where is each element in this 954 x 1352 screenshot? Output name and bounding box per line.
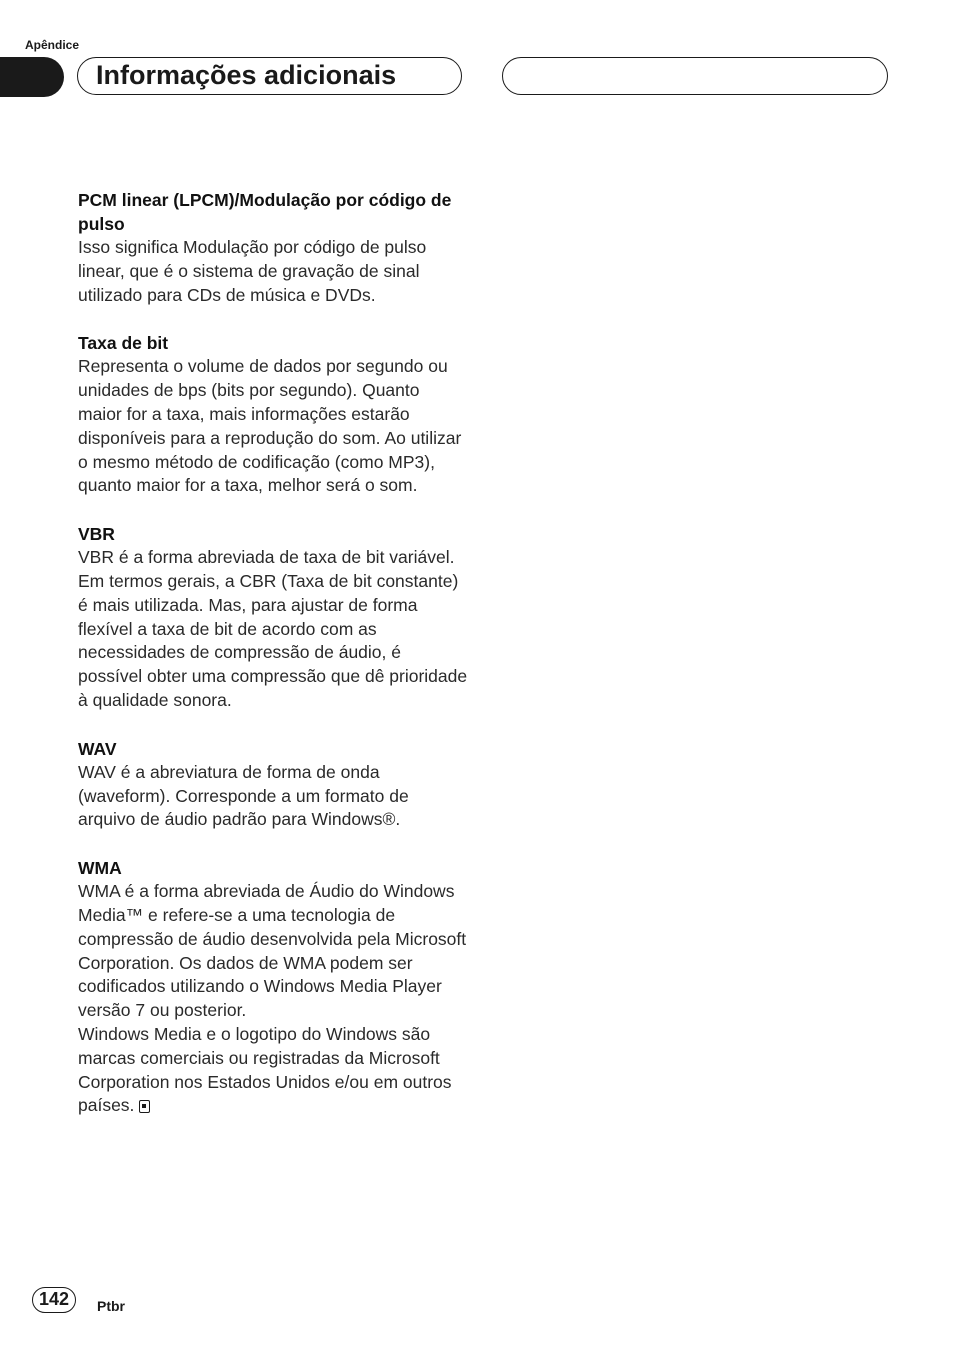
glossary-definition: WMA é a forma abreviada de Áudio do Windows Media™ e refere-se a uma tecnologia de compressão de áudio desenvolvida pela Microsoft Corporation. Os dados de WMA podem ser codificados utilizando o Windows Media Player versão 7 ou posterior. <box>78 881 467 1021</box>
glossary-definition: WAV é a abreviatura de forma de onda (waveform). Corresponde a um formato de arquivo de áudio padrão para Windows®. <box>78 761 409 830</box>
end-of-section-icon <box>139 1100 150 1113</box>
page-number: 142 <box>32 1287 76 1313</box>
glossary-term: PCM linear (LPCM)/Modulação por código de pulso <box>78 190 452 234</box>
glossary-definition: Representa o volume de dados por segundo ou unidades de bps (bits por segundo). Quanto maior for a taxa, mais informações estarão disponíveis para a reprodução do som. Ao utilizar o mesmo método de codificação (como MP3), quanto maior for a taxa, melhor será o som. <box>78 356 462 496</box>
section-tab <box>0 57 64 97</box>
glossary-entry-bitrate <box>78 331 468 498</box>
glossary-list <box>78 188 468 1142</box>
language-label: Ptbr <box>97 1298 125 1314</box>
section-label: Apêndice <box>25 38 80 52</box>
trademark-text: Windows Media e o logotipo do Windows são marcas comerciais ou registradas da Microsoft Corporation nos Estados Unidos e/ou em outros países. <box>78 1023 452 1116</box>
glossary-term: Taxa de bit <box>78 333 169 354</box>
glossary-term: WMA <box>78 858 122 879</box>
glossary-term: VBR <box>78 524 115 545</box>
glossary-entry-wav <box>78 737 468 832</box>
page-title: Informações adicionais <box>96 60 397 90</box>
glossary-entry-wma <box>78 856 468 1118</box>
glossary-trademark-note <box>78 1023 468 1118</box>
glossary-definition: Isso significa Modulação por código de pulso linear, que é o sistema de gravação de sinal utilizado para CDs de música e DVDs. <box>78 237 427 305</box>
glossary-entry-lpcm <box>78 188 468 307</box>
title-box <box>77 57 462 95</box>
glossary-definition: VBR é a forma abreviada de taxa de bit variável. Em termos gerais, a CBR (Taxa de bit constante) é mais utilizada. Mas, para ajustar de forma flexível a taxa de bit de acordo com as necessidades de compressão de áudio, é possível obter uma compressão que dê prioridade à qualidade sonora. <box>78 547 468 710</box>
glossary-entry-vbr <box>78 522 468 713</box>
right-header-box <box>502 57 888 95</box>
glossary-term: WAV <box>78 738 117 759</box>
